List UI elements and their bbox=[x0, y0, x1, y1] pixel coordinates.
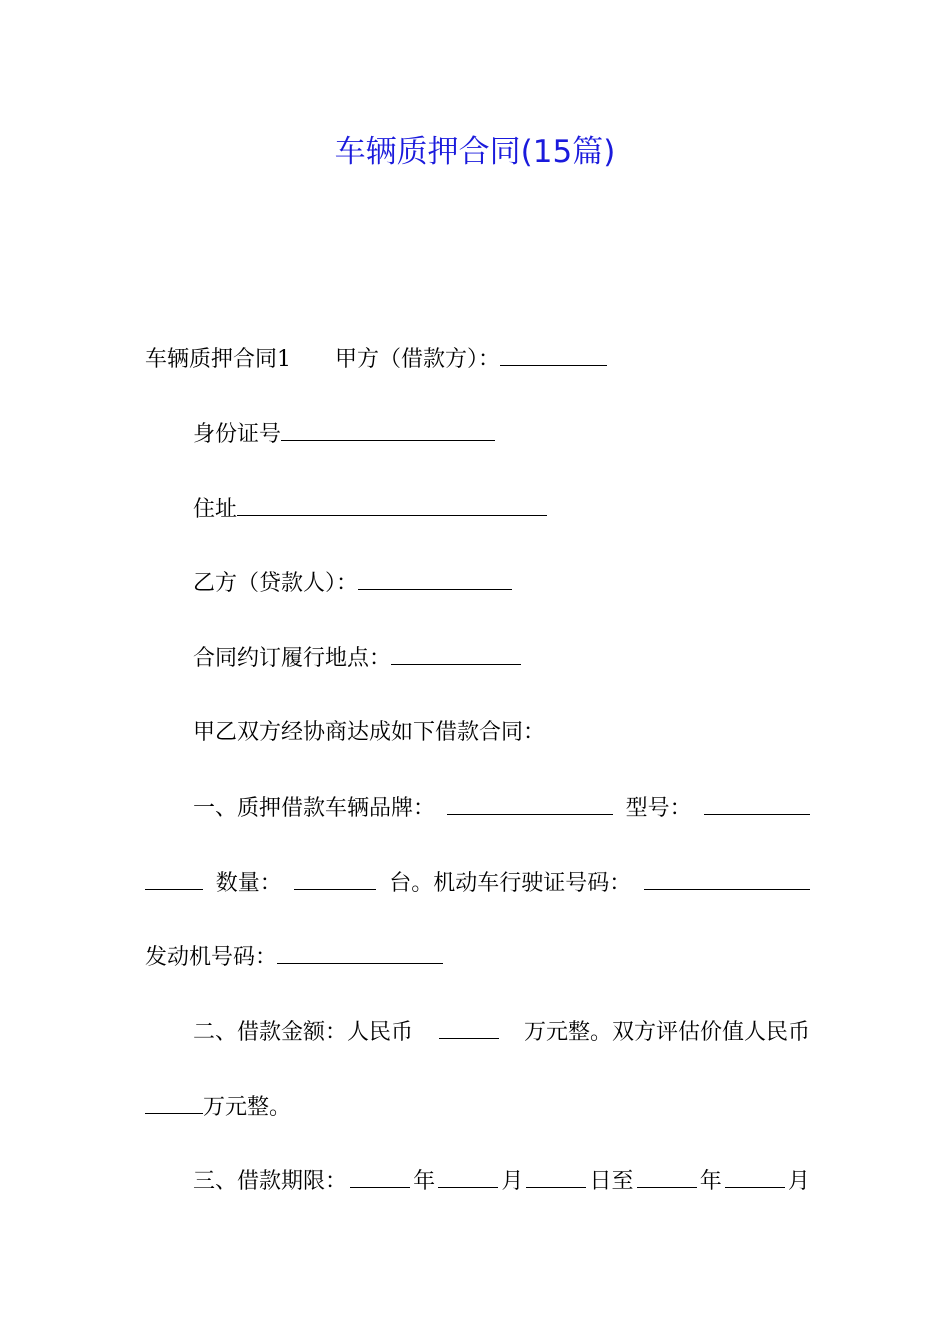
model-label: 型号： bbox=[625, 796, 692, 821]
value-blank bbox=[145, 1087, 203, 1114]
license-blank bbox=[644, 863, 810, 890]
amount-blank bbox=[439, 1012, 499, 1039]
clause2-line1 bbox=[193, 1012, 810, 1052]
place-blank bbox=[391, 638, 521, 665]
intro-text: 甲乙双方经协商达成如下借款合同： bbox=[193, 720, 546, 745]
address-line bbox=[193, 489, 810, 529]
party-b-line bbox=[193, 563, 810, 603]
model-blank bbox=[704, 788, 810, 815]
value-unit: 万元整。 bbox=[203, 1095, 292, 1120]
id-number-blank bbox=[281, 414, 495, 441]
amount-unit: 万元整。双方评估价值人民币 bbox=[523, 1020, 810, 1045]
model-blank-continued bbox=[145, 863, 203, 890]
clause1-line1 bbox=[193, 788, 810, 828]
party-a-blank bbox=[500, 339, 607, 366]
month2-label: 月 bbox=[787, 1169, 810, 1194]
contract-heading: 车辆质押合同1 bbox=[145, 347, 291, 372]
document-title: 车辆质押合同(15篇) bbox=[334, 134, 616, 170]
term-label: 三、借款期限： bbox=[193, 1169, 348, 1194]
start-year-blank bbox=[350, 1161, 410, 1188]
party-b-blank bbox=[358, 563, 512, 590]
id-number-label: 身份证号 bbox=[193, 422, 282, 447]
end-year-blank bbox=[637, 1161, 697, 1188]
clause2-line2 bbox=[145, 1087, 810, 1127]
party-b-label: 乙方（贷款人）： bbox=[193, 571, 359, 596]
place-line bbox=[193, 638, 810, 678]
intro-line bbox=[193, 713, 810, 753]
engine-line bbox=[145, 937, 810, 977]
license-label: 台。机动车行驶证号码： bbox=[389, 871, 632, 896]
brand-label: 一、质押借款车辆品牌： bbox=[193, 796, 436, 821]
year2-label: 年 bbox=[699, 1169, 722, 1194]
quantity-label: 数量： bbox=[215, 871, 282, 896]
place-label: 合同约订履行地点： bbox=[193, 646, 392, 671]
year-label: 年 bbox=[413, 1169, 436, 1194]
party-a-label: 甲方（借款方）： bbox=[335, 347, 501, 372]
address-blank bbox=[237, 489, 547, 516]
engine-blank bbox=[277, 937, 443, 964]
quantity-blank bbox=[294, 863, 376, 890]
brand-blank bbox=[447, 788, 613, 815]
engine-label: 发动机号码： bbox=[145, 945, 278, 970]
party-a-line bbox=[145, 339, 810, 379]
id-number-line bbox=[193, 414, 810, 454]
end-month-blank bbox=[725, 1161, 785, 1188]
month-label: 月 bbox=[501, 1169, 524, 1194]
address-label: 住址 bbox=[193, 497, 238, 522]
start-day-blank bbox=[526, 1161, 586, 1188]
clause3-line bbox=[193, 1161, 810, 1201]
amount-label: 二、借款金额：人民币 bbox=[193, 1020, 414, 1045]
start-month-blank bbox=[438, 1161, 498, 1188]
day-to-label: 日至 bbox=[589, 1169, 634, 1194]
clause1-line2 bbox=[145, 863, 810, 903]
